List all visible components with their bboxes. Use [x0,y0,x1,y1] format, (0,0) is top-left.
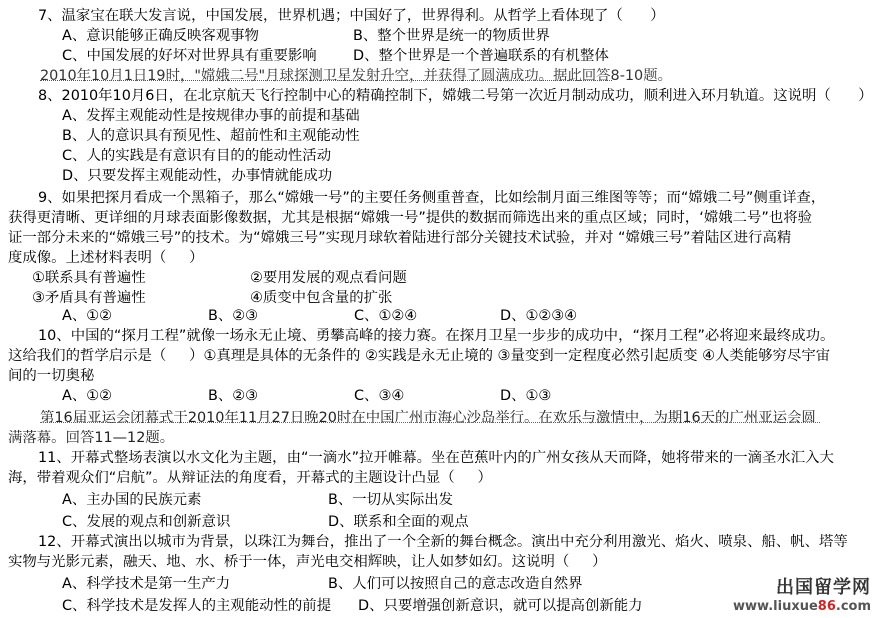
q10-option-a: A、①② [62,388,113,404]
q12-option-b: B、人们可以按照自己的意志改造自然界 [328,576,583,592]
q7-option-c: C、中国发展的好坏对世界具有重要影响 [62,48,317,64]
question-9-stem-line-1: 9、如果把探月看成一个黑箱子，那么“嫦娥一号”的主要任务侧重普查，比如绘制月面三维图等等；而“嫦娥二号”侧重详查， [38,190,826,206]
question-9-stem-line-2: 获得更清晰、更详细的月球表面影像数据，尤其是根据“嫦娥一号”提供的数据而筛选出来的重点区域；同时，‘嫦娥二号”也将验 [8,210,813,226]
q9-option-a: A、①② [62,308,113,324]
question-12-stem-line-1: 12、开幕式演出以城市为背景，以珠江为舞台，推出了一个全新的舞台概念。演出中充分利用激光、焰火、喷泉、船、帆、塔等 [38,534,848,550]
q12-option-c: C、科学技术是发挥人的主观能动性的前提 [62,598,332,614]
q7-option-d: D、整个世界是一个普遍联系的有机整体 [353,48,609,64]
question-8-stem: 8、2010年10月6日，在北京航天飞行控制中心的精确控制下，嫦娥二号第一次近月制动成功，顺利进入环月轨道。这说明（ ） [38,88,873,104]
question-11-stem-line-1: 11、开幕式整场表演以水文化为主题，由“一滴水”拉开帷幕。坐在芭蕉叶内的广州女孩从天而降，她将带来的一滴圣水汇入大 [38,450,834,466]
q7-option-a: A、意识能够正确反映客观事物 [62,28,259,44]
material-intro-8-10: 2010年10月1日19时，"嫦娥二号"月球探测卫星发射升空，并获得了圆满成功。据此回答8-10题。 [40,68,672,84]
q10-option-d: D、①③ [500,388,552,404]
material-intro-11-12-line-1: 第16届亚运会闭幕式于2010年11月27日晚20时在中国广州市海心沙岛举行。在欢乐与激情中，为期16天的广州亚运会圆 [40,410,816,426]
site-watermark-logo [733,577,871,614]
q9-option-d: D、①②③④ [500,308,578,324]
material-intro-11-12-line-2: 满落幕。回答11—12题。 [8,430,175,446]
question-7-stem: 7、温家宝在联大发言说，中国发展，世界机遇；中国好了，世界得利。从哲学上看体现了（ ） [38,8,665,24]
q8-option-b: B、人的意识具有预见性、超前性和主观能动性 [62,128,360,144]
q9-option-c: C、①②④ [354,308,418,324]
question-11-stem-line-2: 海，带着观众们“启航”。从辩证法的角度看，开幕式的主题设计凸显（ ） [8,470,492,486]
q11-option-c: C、发展的观点和创新意识 [62,514,231,530]
q7-option-b: B、整个世界是统一的物质世界 [353,28,550,44]
q12-option-d: D、只要增强创新意识，就可以提高创新能力 [358,598,643,614]
q9-statement-4: ④质变中包含量的扩张 [250,290,393,306]
q8-option-c: C、人的实践是有意识有目的的能动性活动 [62,148,332,164]
intro-underline [40,80,612,81]
watermark-url [733,599,871,614]
q9-statement-2: ②要用发展的观点看问题 [250,270,407,286]
q11-option-a: A、主办国的民族元素 [62,492,202,508]
q11-option-b: B、一切从实际出发 [328,492,453,508]
question-10-stem-line-3: 间的一切奥秘 [8,368,95,384]
watermark-url-highlight: 86 [817,599,836,614]
question-12-stem-line-2: 实物与光影元素，融天、地、水、桥于一体，声光电交相辉映，让人如梦如幻。这说明（ ） [8,554,607,570]
intro-underline-2 [40,422,820,423]
q8-option-a: A、发挥主观能动性是按规律办事的前提和基础 [62,108,360,124]
q10-option-b: B、②③ [208,388,259,404]
q10-option-c: C、③④ [354,388,405,404]
watermark-url-suffix: .com [835,599,871,614]
question-10-stem-line-2: 这给我们的哲学启示是（ ）①真理是具体的无条件的 ②实践是永无止境的 ③量变到一定程度必然引起质变 ④人类能够穷尽宇宙 [8,348,831,364]
q9-statement-1: ①联系具有普遍性 [32,270,146,286]
question-10-stem-line-1: 10、中国的“探月工程”就像一场永无止境、勇攀高峰的接力赛。在探月卫星一步步的成功中，“探月工程”必将迎来最终成功。 [38,328,835,344]
q9-statement-3: ③矛盾具有普遍性 [32,290,146,306]
watermark-url-prefix: www.liuxue [733,599,818,614]
question-9-stem-line-4: 度成像。上述材料表明（ ） [8,250,204,266]
question-9-stem-line-3: 证一部分未来的“嫦娥三号”的技术。为“嫦娥三号”实现月球软着陆进行部分关键技术试验，并对 “嫦娥三号”着陆区进行高精 [8,230,792,246]
q12-option-a: A、科学技术是第一生产力 [62,576,231,592]
q8-option-d: D、只要发挥主观能动性，办事情就能成功 [62,168,333,184]
q9-option-b: B、②③ [208,308,259,324]
watermark-brand: 出国留学网 [776,577,871,598]
q11-option-d: D、联系和全面的观点 [328,514,469,530]
